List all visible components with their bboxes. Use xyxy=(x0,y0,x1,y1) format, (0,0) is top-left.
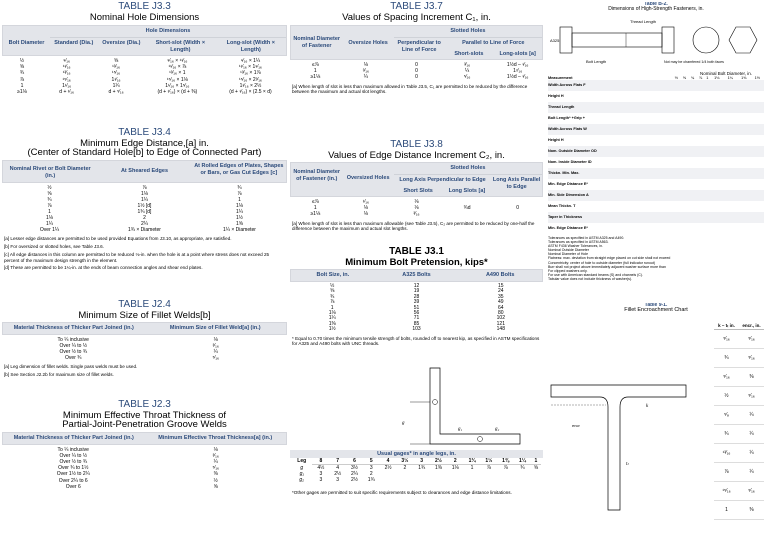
leg-size: 8 xyxy=(312,458,329,465)
col-header: Perpendicular to Line of Force xyxy=(397,40,441,53)
gage-value: ⅞ xyxy=(503,465,508,471)
col-header: Short-slot (Width × Length) xyxy=(155,40,206,53)
col-diameter: ≤⅞ 1 ≥1⅛ xyxy=(310,199,321,218)
col-long-slot: ⁹⁄₁₆ × 1¼ ¹¹⁄₁₆ × 1⁹⁄₁₆ ¹³⁄₁₆ × 1⅞ ¹⁵⁄₁₆ × 2³⁄₁₆ 1¹⁄₁₆ × 2½ (d + ¹⁄₁₆) × (2.5 × d) xyxy=(229,58,272,95)
bolt-label: A325 xyxy=(550,37,560,43)
b2-size: 1⅛ xyxy=(714,75,720,80)
b2-row xyxy=(548,201,764,212)
fillet-row xyxy=(714,387,764,406)
col-short: ³⁄₁₆ ¼ ⁵⁄₁₆ xyxy=(463,62,471,81)
fillet-encr: ⁵⁄₁₆ xyxy=(748,393,755,399)
table-j3-4 xyxy=(2,128,287,298)
fillet-row xyxy=(714,463,764,482)
table-subtitle: Minimum Edge Distance,[a] in. xyxy=(80,137,209,149)
b2-grid xyxy=(548,76,764,234)
b2-size: ¾ xyxy=(690,75,695,80)
col-long: ¾d xyxy=(463,205,471,212)
gage-value: 4 xyxy=(336,465,340,471)
slotted-header: Slotted Holes xyxy=(394,26,542,38)
g2-label: g₂ xyxy=(495,427,500,432)
leg-size: 1⅜ xyxy=(497,458,514,465)
gage-value: 2 xyxy=(403,465,407,471)
col-header: k – tₜ in. xyxy=(718,323,735,328)
gage-value: 1⅜ xyxy=(434,465,442,471)
gage-value: 3½ xyxy=(351,465,358,471)
fillet-encr: ⁵⁄₁₆ xyxy=(748,355,755,361)
fillet-table xyxy=(714,323,764,520)
col-header: Oversize (Dia.) xyxy=(102,40,141,47)
table-subtitle: Nominal Hole Dimensions xyxy=(89,11,200,23)
col-header: Material Thickness of Thicker Part Joined (in.) xyxy=(13,435,134,442)
fillet-k: ¾ xyxy=(724,431,729,437)
b2-row-label: Height H xyxy=(548,94,564,98)
table-j2-4 xyxy=(2,300,287,396)
fillet-row xyxy=(714,501,764,520)
gage-row-label: g xyxy=(300,464,304,471)
col-oversize: ⅝ ¹³⁄₁₆ ¹⁵⁄₁₆ 1¹⁄₁₆ 1¼ d + ⁵⁄₁₆ xyxy=(108,58,124,95)
gage-value: 3 xyxy=(369,465,373,471)
chamfer-note: Not may be chamfered 1/4 both faces xyxy=(664,59,724,64)
b2-row xyxy=(548,91,764,102)
col-oversize: ¹⁄₁₆ ⅛ ⅛ xyxy=(362,199,369,218)
b2-row-label: Width Across Flats W xyxy=(548,127,587,131)
b2-note: Concentricity: center of hole to outside diameter (full indicator runout) xyxy=(548,260,655,265)
leg-size: 1¾ xyxy=(464,458,481,465)
table-j2-3 xyxy=(2,400,287,541)
gage-value: 2½ xyxy=(351,477,358,483)
leg-size: 6 xyxy=(346,458,363,465)
gage-value: 2¼ xyxy=(351,471,358,477)
leg-size: 1½ xyxy=(480,458,497,465)
b2-note: For clipped washers only. xyxy=(548,269,588,273)
bolt-length-label: Bolt Length xyxy=(586,58,607,64)
b2-note: Nominal Diameter of Hole xyxy=(548,252,589,257)
hole-dims-header: Hole Dimensions xyxy=(50,26,286,38)
gage-value: 2½ xyxy=(334,471,342,477)
t-label: tₜ xyxy=(626,462,629,467)
leg-size: 1¼ xyxy=(514,458,531,465)
gage-grid xyxy=(291,458,541,483)
table-title: TABLE J3.3 xyxy=(118,2,171,12)
b2-row xyxy=(548,146,764,157)
col-thickness: To ¼ inclusive Over ¼ to ½ Over ½ to ¾ Over ¾ to 1½ Over 1½ to 2¼ Over 2¼ to 6 Over 6 xyxy=(56,447,90,490)
col-header: A325 Bolts xyxy=(402,272,431,279)
b2-row-label: Taper in Thickness xyxy=(548,215,583,219)
col-rolled: ¾ ⅞ 1 1⅛ 1¼ 1½ 1⅝ 1¼ × Diameter xyxy=(223,184,256,234)
table-note: * Equal to 0.70 times the minimum tensile strength of bolts, rounded off to nearest kip, as specified in ASTM specifications for A325 and A490 bolts with UNC threads. xyxy=(292,335,540,347)
fillet-k: ½ xyxy=(724,393,729,399)
col-header: Long Axis Perpendicular to Edge xyxy=(399,177,486,184)
col-header: Bolt Size, in. xyxy=(316,272,350,279)
gage-value: 1¾ xyxy=(367,477,375,483)
b2-note: Tabular value does not include thickness of washer(s). xyxy=(548,277,633,282)
table-body xyxy=(290,197,543,219)
table-note: [b] See Section J2.2b for maximum size of fillet welds. xyxy=(4,372,114,378)
b2-row xyxy=(548,80,764,91)
col-parallel: 0 xyxy=(516,205,520,212)
table-title: TABLE J2.3 xyxy=(118,400,171,410)
col-header: Nominal Diameter of Fastener xyxy=(293,36,341,50)
gage-value: ⅝ xyxy=(533,465,538,471)
table-subtitle: Minimum Bolt Pretension, kips* xyxy=(345,256,488,268)
col-perpendicular: 0 0 0 xyxy=(415,62,418,81)
fillet-k: ⁵⁄₁₆ xyxy=(723,336,730,342)
col-long: 1½d – ¹⁄₁₆ 1⁷⁄₁₆ 1½d – ¹⁄₁₆ xyxy=(506,62,529,81)
b2-row xyxy=(548,102,764,113)
b2-size: ½ xyxy=(674,75,678,80)
table-j3-8 xyxy=(290,140,543,245)
col-header: Long-slot (Width × Length) xyxy=(226,40,275,53)
fillet-k: ⁵⁄₈ xyxy=(724,412,729,418)
table-subtitle: Minimum Effective Throat Thickness of xyxy=(62,409,227,421)
table-subtitle: Dimensions of High-Strength Fasteners, in. xyxy=(608,6,704,13)
col-a325: 12 19 28 39 51 56 71 85 103 xyxy=(412,283,421,333)
b2-row-label: Width Across Flats F xyxy=(548,83,586,87)
b2-note: For use with American standard beams (S) and channels (C). xyxy=(548,273,643,278)
table-subtitle: Minimum Size of Fillet Welds[b] xyxy=(78,309,211,321)
table-note: [a] When length of slot is less than maximum allowed in Table J3.5, C₁ are permitted to be reduced by the difference between the maximum and actual slot lengths. xyxy=(292,83,528,95)
leg-size: 2½ xyxy=(430,458,447,465)
col-header: Nominal Rivet or Bolt Diameter (in.) xyxy=(9,166,91,180)
angle-gages xyxy=(290,362,543,541)
col-a490: 15 24 35 49 64 80 102 121 148 xyxy=(496,283,505,333)
table-note: [a] Lesser edge distances are permitted to be used provided Equations from J3.10, as appropriate, are satisfied. xyxy=(4,236,232,242)
b2-row xyxy=(548,124,764,135)
col-header: encr., in. xyxy=(742,323,761,328)
fillet-row xyxy=(714,406,764,425)
table-title: TABLE J3.4 xyxy=(118,128,171,138)
table-title: Table B-2. xyxy=(644,2,668,7)
col-weld-size: ⅛ ³⁄₁₆ ¼ ⁵⁄₁₆ xyxy=(212,337,220,362)
col-header: Nominal Diameter of Fastener (in.) xyxy=(293,169,341,183)
gage-value: 4½ xyxy=(317,465,325,471)
leg-size: 1 xyxy=(531,458,541,465)
thread-label: Thread Length xyxy=(630,18,657,24)
b2-note: Nominal Outside Diameter xyxy=(548,248,590,253)
b2-size: ⅞ xyxy=(699,75,703,80)
b2-row-label: Nom. Inside Diameter ID xyxy=(548,160,592,164)
col-header: Long Axis Parallel to Edge xyxy=(492,177,541,190)
col-header: Oversized Holes xyxy=(346,175,390,182)
col-short: ⅛ ⅛ ³⁄₁₆ xyxy=(413,199,420,218)
table-subtitle: Fillet Encroachment Chart xyxy=(624,307,688,314)
b2-row-label: Min. Side Dimension A xyxy=(548,193,589,197)
gage-value: 1 xyxy=(470,465,474,471)
fillet-encr: ¼ xyxy=(749,469,754,475)
gages-title: Usual gages* in angle legs, in. xyxy=(290,450,543,458)
b2-row xyxy=(548,157,764,168)
fillet-k: 1 xyxy=(725,507,728,513)
table-subtitle: Values of Edge Distance Increment C₂, in. xyxy=(328,149,505,161)
col-bolt: ½ ⅝ ¾ ⅞ 1 ≥1⅛ xyxy=(17,58,27,95)
col-header: Short Slots xyxy=(403,187,433,194)
col-header: Oversize Holes xyxy=(348,40,388,47)
leg-size: 7 xyxy=(329,458,346,465)
fillet-encr: ⁵⁄₁₆ xyxy=(748,488,755,494)
b2-size: 1⅜ xyxy=(741,75,747,80)
angle-diagram xyxy=(290,362,543,450)
b2-notes xyxy=(546,234,766,284)
fillet-encr: ¼ xyxy=(749,412,754,418)
b2-row-label: Thread Length xyxy=(548,105,575,109)
encr-label: encr xyxy=(572,423,580,428)
b2-row xyxy=(548,179,764,190)
k-label: k xyxy=(646,404,649,409)
gage-value: 2½ xyxy=(384,465,392,471)
table-title: TABLE J2.4 xyxy=(118,300,171,310)
table-note: [a] When length of slot is less than maximum allowable (see Table J3.5), C₂ are permitted to be reduced by one-half the difference between the maximum and actual slot lengths. xyxy=(292,220,535,232)
b2-note: Burr shall not project above immediately adjacent washer surface more than xyxy=(548,264,666,269)
b2-meas-header: Measurement xyxy=(548,75,573,80)
table-title: Table 9-1. xyxy=(644,303,668,308)
col-diameter: ≤⅞ 1 ≥1⅛ xyxy=(310,62,321,81)
b2-note: Flatness: max. deviation from straight edge placed on cut side shall not exceed xyxy=(548,256,671,261)
b2-row-label: Nom. Outside Diameter OD xyxy=(548,149,597,153)
table-note: [c] All edge distances in this column are permitted to be reduced ⅛-in. when the hole is at a point where stress does not exceed 25 percent of the maximum design strength in the element. xyxy=(4,251,270,263)
gage-value: 1⅛ xyxy=(451,465,459,471)
col-header: A490 Bolts xyxy=(485,272,515,279)
b2-size: 1¼ xyxy=(727,75,733,80)
fillet-k: ¾ xyxy=(724,355,729,361)
col-sheared: ⅞ 1⅛ 1¼ 1½ [d] 1¾ [d] 2 2¼ 1¾ × Diameter xyxy=(128,184,161,234)
b2-row-label: Min. Edge Distance E* xyxy=(548,182,588,186)
table-body xyxy=(290,60,543,82)
fillet-k: ⁵⁄₁₆ xyxy=(723,374,730,380)
bolt-diagram xyxy=(546,13,766,71)
col-header: At Rolled Edges of Plates, Shapes or Bars, or Gas Cut Edges [c] xyxy=(194,163,284,177)
leg-size: 3 xyxy=(413,458,430,465)
b2-row xyxy=(548,168,764,179)
gage-value: ⅞ xyxy=(486,465,491,471)
fillet-k: ⅞ xyxy=(724,469,729,475)
fillet-encroachment xyxy=(546,303,766,541)
fillet-row xyxy=(714,425,764,444)
table-note: *Other gages are permitted to suit specific requirements subject to clearances and edge distance limitations. xyxy=(292,490,512,495)
col-header: Material Thickness of Thicker Part Joined (in.) xyxy=(13,325,134,332)
col-header: Minimum Effective Throat Thickness[a] (in.) xyxy=(158,435,273,442)
fillet-encr: ¼ xyxy=(749,450,754,456)
col-header: Standard (Dia.) xyxy=(54,40,94,47)
col-header: Parallel to Line of Force xyxy=(462,40,525,47)
table-subtitle: Values of Spacing Increment C₁, in. xyxy=(342,11,491,23)
table-body xyxy=(2,335,287,363)
fillet-row xyxy=(714,482,764,501)
b2-note: Tolerances as specified in ASTM A563. xyxy=(548,239,609,244)
table-note: [b] For oversized or slotted holes, see Table J3.6. xyxy=(4,244,105,250)
col-header: At Sheared Edges xyxy=(120,168,169,175)
fillet-k: ¹³⁄₁₆ xyxy=(722,450,731,456)
b2-row xyxy=(548,135,764,146)
leg-size: 2 xyxy=(447,458,464,465)
gage-row-label: g₂ xyxy=(299,477,305,483)
col-size: ½ ⅝ ¾ ⅞ 1 1⅛ 1¼ 1⅜ 1½ xyxy=(328,283,336,333)
b2-size: 1 xyxy=(706,75,709,80)
b2-row xyxy=(548,190,764,201)
gage-value: 1¾ xyxy=(418,465,426,471)
leg-label: Leg xyxy=(297,458,307,465)
table-j3-7 xyxy=(290,2,543,132)
table-note: [d] These are permitted to be 1¼-in. at the ends of beam connection angles and shear end plates. xyxy=(4,265,203,271)
leg-size: 3½ xyxy=(396,458,413,465)
b2-row-label: Bolt Length* +Grip + xyxy=(548,116,585,120)
table-subtitle-2: Partial-Joint-Penetration Groove Welds xyxy=(62,419,227,431)
col-header: Bolt Diameter xyxy=(8,40,45,47)
fillet-row xyxy=(714,368,764,387)
b2-row xyxy=(548,212,764,223)
b2-row xyxy=(548,113,764,124)
col-oversize: ⅛ ³⁄₁₆ ¼ xyxy=(362,62,369,81)
table-title: TABLE J3.1 xyxy=(389,247,444,257)
b2-row xyxy=(548,223,764,234)
b2-note: ASTM F436 Washer Tolerances, in. xyxy=(548,243,604,248)
gage-value: 2 xyxy=(369,471,373,477)
table-title: TABLE J3.8 xyxy=(390,140,443,150)
table-note: [a] Leg dimension of fillet welds. Single pass welds must be used. xyxy=(4,364,138,370)
col-header: Minimum Size of Fillet Weld[a] (in.) xyxy=(169,325,261,332)
b2-row-label: Mean Thickn. T xyxy=(548,204,576,208)
fillet-k: ¹⁵⁄₁₆ xyxy=(722,488,731,494)
bolt-dia-header: Nominal Bolt Diameter, in. xyxy=(699,70,752,76)
gage-row xyxy=(291,477,541,483)
fillet-encr: ⅜ xyxy=(749,374,754,380)
col-thickness: To ¼ inclusive Over ¼ to ½ Over ½ to ¾ Over ¾ xyxy=(57,337,89,362)
b2-row-label: Thickn. Min. Max. xyxy=(548,171,580,175)
col-throat: ⅛ ³⁄₁₆ ¼ ⁵⁄₁₆ ⅜ ½ ⅝ xyxy=(212,447,220,490)
leg-size: 5 xyxy=(363,458,380,465)
b2-note: Tolerances as specified in ASTM A325 and A490. xyxy=(548,235,625,240)
fillet-encr: ¼ xyxy=(749,431,754,437)
col-short-slot: ⁹⁄₁₆ × ¹¹⁄₁₆ ¹¹⁄₁₆ × ⅞ ¹³⁄₁₆ × 1 ¹⁵⁄₁₆ × 1⅛ 1¹⁄₁₆ × 1⁵⁄₁₆ (d + ¹⁄₁₆) × (d + ⅜) xyxy=(157,58,198,95)
g1-label: g₁ xyxy=(458,427,463,432)
table-body xyxy=(2,445,287,492)
gage-row-label: g₁ xyxy=(299,471,304,477)
fillet-row xyxy=(714,349,764,368)
fillet-row xyxy=(714,444,764,463)
slotted-header: Slotted Holes xyxy=(394,163,542,175)
col-header: Short-slots xyxy=(454,50,484,57)
g-label: g xyxy=(402,421,405,426)
gage-value: 3 xyxy=(336,477,340,483)
b2-row-label: Min. Edge Distance E* xyxy=(548,226,588,230)
col-header: Long-slots [a] xyxy=(499,50,536,57)
table-j3-1 xyxy=(290,247,543,359)
b2-size: 1½ xyxy=(754,75,760,80)
col-header: Long Slots [a] xyxy=(448,187,486,194)
fillet-diagram xyxy=(546,325,696,525)
table-body xyxy=(2,56,287,97)
table-body xyxy=(290,282,543,335)
gage-value: 3 xyxy=(319,477,323,483)
table-title: TABLE J3.7 xyxy=(390,2,443,12)
fillet-row xyxy=(714,330,764,349)
col-diameter: ½ ⅝ ¾ ⅞ 1 1⅛ 1¼ Over 1¼ xyxy=(39,184,60,234)
table-j3-3 xyxy=(2,2,287,126)
gage-value: 3 xyxy=(319,471,323,477)
fillet-encr: ⁵⁄₁₆ xyxy=(748,336,755,342)
col-standard: ⁹⁄₁₆ ¹¹⁄₁₆ ¹³⁄₁₆ ¹⁵⁄₁₆ 1¹⁄₁₆ d + ¹⁄₁₆ xyxy=(59,58,74,95)
gage-value: ¾ xyxy=(520,465,525,471)
table-body xyxy=(2,183,287,236)
b2-size: ⅝ xyxy=(682,75,687,80)
leg-size: 4 xyxy=(380,458,397,465)
table-subtitle-2: (Center of Standard Hole[b] to Edge of Connected Part) xyxy=(27,147,262,159)
b2-row-label: Height H xyxy=(548,138,564,142)
table-b-2 xyxy=(546,2,766,300)
fillet-encr: ⅜ xyxy=(749,507,754,513)
